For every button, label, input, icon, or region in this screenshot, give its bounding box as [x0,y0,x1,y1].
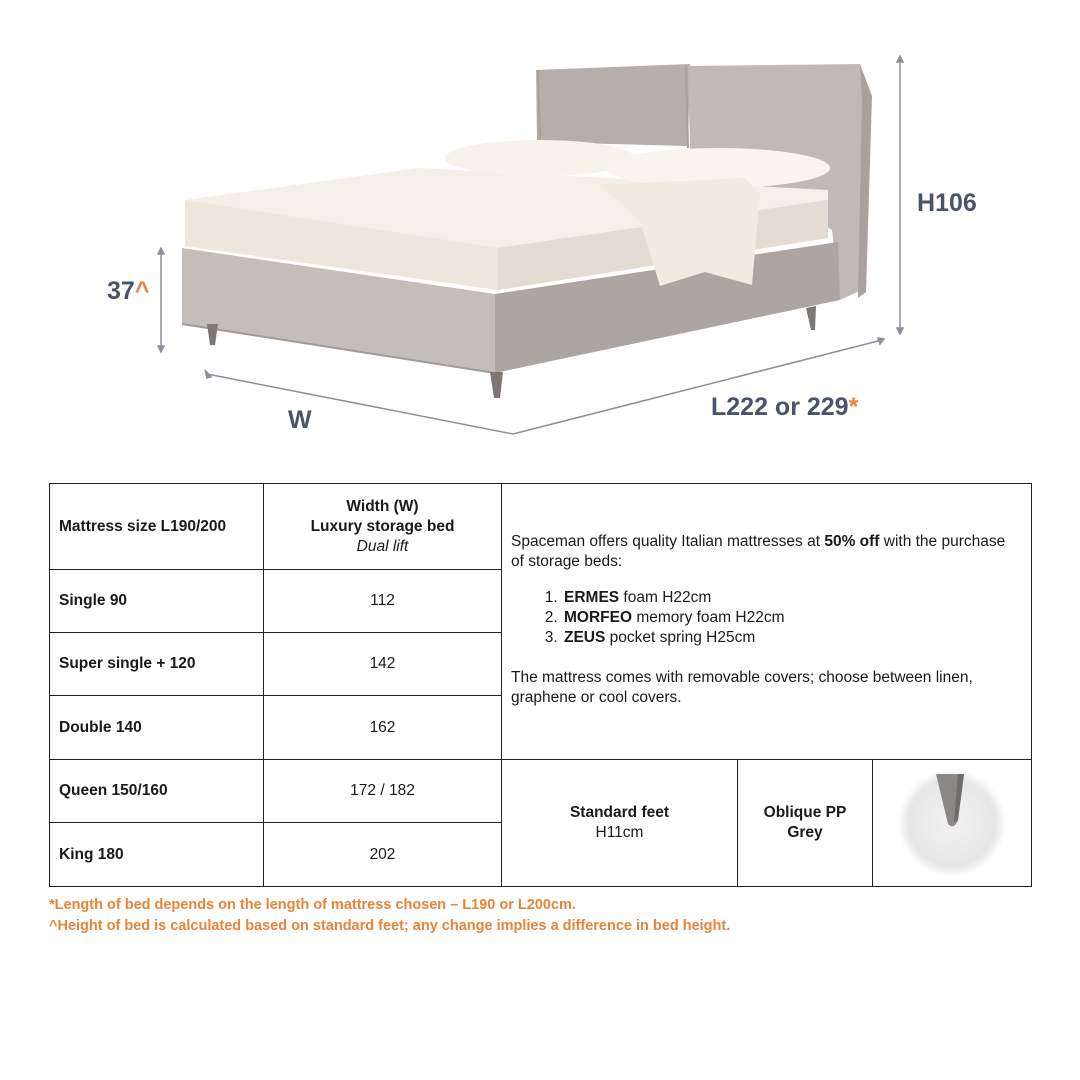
height-value: H106 [917,189,977,217]
feet-type-line1: Oblique PP [763,804,847,821]
standard-feet-title: Standard feet [569,804,670,821]
size-cell: Super single + 120 [50,633,264,696]
feet-type-cell [738,760,873,887]
length-footnote: *Length of bed depends on the length of mattress chosen – L190 or L200cm. [49,897,576,913]
size-cell: Double 140 [50,696,264,760]
width-header-line1: Width (W) [346,497,419,515]
footnotes [49,895,730,937]
covers-text: The mattress comes with removable covers; choose between linen, graphene or cool covers. [511,669,973,706]
offer-intro: Spaceman offers quality Italian mattresses at 50% off with the purchase of storage beds: [511,533,1006,570]
width-cell: 142 [264,633,502,696]
length-mark: * [848,393,859,421]
width-cell: 162 [264,696,502,760]
width-header-line3: Dual lift [356,537,409,555]
feet-type-line2: Grey [787,824,823,841]
foot-photo-cell [873,760,1032,887]
length-value: L222 or 229 [711,393,849,421]
length-dimension-label [711,393,858,422]
standard-feet-cell [502,760,738,887]
leg-height-dimension-label [107,277,149,306]
mattress-size-header: Mattress size L190/200 [50,484,264,570]
width-cell: 202 [264,823,502,887]
height-footnote: ^Height of bed is calculated based on standard feet; any change implies a difference in bed height. [49,918,731,934]
width-header [264,484,502,570]
leg-height-mark: ^ [134,277,150,305]
leg-height-value: 37 [107,277,135,305]
list-item: 3. ZEUS pocket spring H25cm [562,628,1022,648]
width-header-line2: Luxury storage bed [310,517,455,535]
list-item: 1. ERMES foam H22cm [562,588,1022,608]
list-item: 2. MORFEO memory foam H22cm [562,608,1022,628]
size-cell: Queen 150/160 [50,760,264,823]
foot-photo [892,768,1012,878]
width-cell: 172 / 182 [264,760,502,823]
mattress-offer-info [502,484,1032,760]
width-value: W [288,406,312,434]
mattress-list [511,588,1022,648]
offer-discount: 50% off [824,533,880,550]
size-cell: Single 90 [50,570,264,633]
height-dimension-label [917,189,977,218]
standard-feet-height: H11cm [595,824,644,841]
table-row [50,760,1032,823]
width-dimension-label [288,406,312,435]
size-cell: King 180 [50,823,264,887]
table-header-row [50,484,1032,570]
width-cell: 112 [264,570,502,633]
bed-illustration [0,0,1080,470]
spec-table [49,483,1032,887]
